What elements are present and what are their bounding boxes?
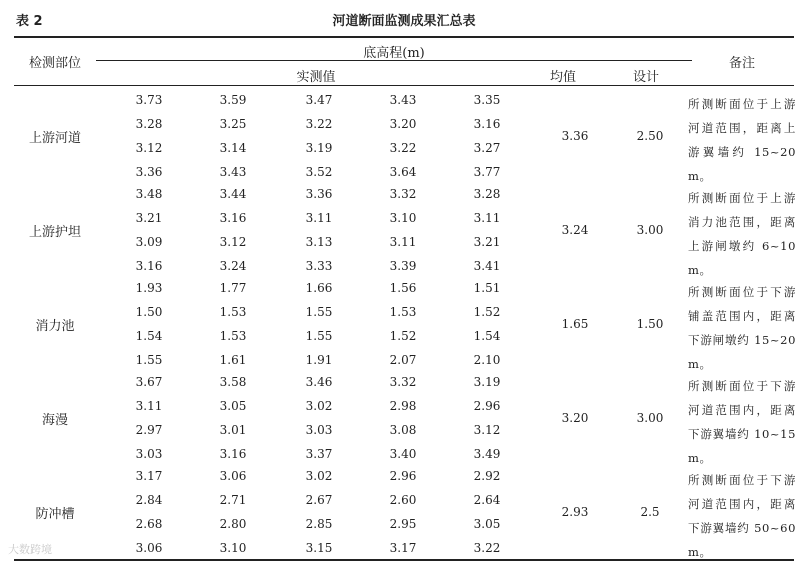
measured-value-cell: 3.37 xyxy=(305,447,333,461)
measured-value-cell: 3.02 xyxy=(305,469,333,483)
measured-value-cell: 3.08 xyxy=(389,423,417,437)
measured-value-cell: 3.19 xyxy=(305,141,333,155)
measured-value-cell: 2.95 xyxy=(389,517,417,531)
table-row xyxy=(110,464,550,488)
site-cell: 防冲槽 xyxy=(35,506,75,522)
header-mean: 均值 xyxy=(549,70,576,85)
measured-value-cell: 2.97 xyxy=(135,423,163,437)
measured-value-cell: 3.28 xyxy=(135,117,163,131)
measured-value-cell: 3.43 xyxy=(389,93,417,107)
measured-value-cell: 2.60 xyxy=(389,493,417,507)
table-row xyxy=(110,112,550,136)
design-cell: 1.50 xyxy=(636,317,664,331)
measured-value-cell: 2.92 xyxy=(473,469,501,483)
header-design: 设计 xyxy=(632,70,659,85)
watermark: 大数跨境 xyxy=(8,543,52,556)
measured-value-cell: 3.14 xyxy=(219,141,247,155)
measured-value-cell: 1.55 xyxy=(305,305,333,319)
measured-value-cell: 2.84 xyxy=(135,493,163,507)
measured-value-cell: 3.05 xyxy=(473,517,501,531)
measured-value-cell: 3.46 xyxy=(305,375,333,389)
note-cell: 所测断面位于上游河道范围，距离上游翼墙约 15~20m。 xyxy=(688,97,796,183)
mean-cell: 2.93 xyxy=(561,505,589,519)
measured-value-cell: 3.01 xyxy=(219,423,247,437)
table-row-group xyxy=(14,370,794,466)
table-row xyxy=(110,370,550,394)
measured-value-cell: 1.91 xyxy=(305,353,333,367)
measured-value-cell: 3.13 xyxy=(305,235,333,249)
top-rule xyxy=(14,36,794,38)
note-cell: 所测断面位于下游河道范围内，距离下游翼墙约 10~15m。 xyxy=(688,379,796,465)
measured-value-cell: 2.98 xyxy=(389,399,417,413)
measured-value-cell: 1.53 xyxy=(219,329,247,343)
measured-value-cell: 3.11 xyxy=(135,399,163,413)
measured-value-cell: 3.16 xyxy=(473,117,501,131)
design-cell: 2.50 xyxy=(636,129,664,143)
measured-value-cell: 3.22 xyxy=(305,117,333,131)
site-cell: 上游护坦 xyxy=(28,224,81,240)
measured-value-cell: 3.17 xyxy=(389,541,417,555)
table-row xyxy=(110,488,550,512)
site-cell: 上游河道 xyxy=(28,130,81,146)
measured-value-cell: 1.56 xyxy=(389,281,417,295)
measured-value-cell: 1.55 xyxy=(135,353,163,367)
measured-value-cell: 3.67 xyxy=(135,375,163,389)
measured-value-cell: 3.12 xyxy=(219,235,247,249)
measured-value-cell: 3.73 xyxy=(135,93,163,107)
table-row xyxy=(110,300,550,324)
header-rule xyxy=(14,85,794,86)
note-cell: 所测断面位于上游消力池范围，距离上游闸墩约 6~10m。 xyxy=(688,191,796,277)
measured-value-cell: 3.49 xyxy=(473,447,501,461)
table-row xyxy=(110,136,550,160)
measured-value-cell: 3.59 xyxy=(219,93,247,107)
measured-value-cell: 1.52 xyxy=(473,305,501,319)
table-row xyxy=(110,348,550,372)
measured-value-cell: 3.16 xyxy=(219,447,247,461)
measured-value-cell: 1.55 xyxy=(305,329,333,343)
measured-value-cell: 3.03 xyxy=(135,447,163,461)
table-row xyxy=(110,206,550,230)
table-row xyxy=(110,160,550,184)
measured-value-cell: 1.77 xyxy=(219,281,247,295)
measured-value-cell: 3.12 xyxy=(473,423,501,437)
measured-value-cell: 3.11 xyxy=(473,211,501,225)
design-cell: 2.5 xyxy=(640,505,660,519)
measured-value-cell: 3.16 xyxy=(135,259,163,273)
table-row xyxy=(110,442,550,466)
measured-value-cell: 2.10 xyxy=(473,353,501,367)
measured-value-cell: 3.47 xyxy=(305,93,333,107)
measured-value-cell: 1.52 xyxy=(389,329,417,343)
measured-value-cell: 3.05 xyxy=(219,399,247,413)
measured-value-cell: 1.53 xyxy=(389,305,417,319)
measured-value-cell: 3.43 xyxy=(219,165,247,179)
table-row-group xyxy=(14,88,794,184)
measured-value-cell: 3.33 xyxy=(305,259,333,273)
measured-value-cell: 1.93 xyxy=(135,281,163,295)
header-note: 备注 xyxy=(728,56,755,71)
measured-value-cell: 1.54 xyxy=(473,329,501,343)
table-row-group xyxy=(14,182,794,278)
measured-value-cell: 3.39 xyxy=(389,259,417,273)
measured-value-cell: 3.36 xyxy=(305,187,333,201)
measured-value-cell: 3.11 xyxy=(389,235,417,249)
table-row-group xyxy=(14,464,794,560)
measured-value-cell: 3.11 xyxy=(305,211,333,225)
measured-value-cell: 2.07 xyxy=(389,353,417,367)
mean-cell: 3.24 xyxy=(561,223,589,237)
measured-value-cell: 2.67 xyxy=(305,493,333,507)
measured-value-cell: 3.06 xyxy=(135,541,163,555)
measured-value-cell: 2.96 xyxy=(389,469,417,483)
header-site: 检测部位 xyxy=(28,56,81,71)
measured-value-cell: 2.68 xyxy=(135,517,163,531)
header-measured: 实测值 xyxy=(296,70,336,85)
measured-value-cell: 3.25 xyxy=(219,117,247,131)
table-row xyxy=(110,276,550,300)
design-cell: 3.00 xyxy=(636,223,664,237)
measured-value-cell: 3.35 xyxy=(473,93,501,107)
measured-value-cell: 3.77 xyxy=(473,165,501,179)
measured-value-cell: 3.40 xyxy=(389,447,417,461)
table-row xyxy=(110,324,550,348)
measured-value-cell: 3.41 xyxy=(473,259,501,273)
mean-cell: 3.20 xyxy=(561,411,589,425)
measured-value-cell: 3.58 xyxy=(219,375,247,389)
measured-value-cell: 3.27 xyxy=(473,141,501,155)
measured-value-cell: 1.54 xyxy=(135,329,163,343)
site-cell: 消力池 xyxy=(35,318,75,334)
measured-value-cell: 3.16 xyxy=(219,211,247,225)
measured-value-cell: 3.15 xyxy=(305,541,333,555)
table-row xyxy=(110,88,550,112)
design-cell: 3.00 xyxy=(636,411,664,425)
table-row xyxy=(110,418,550,442)
measured-value-cell: 3.02 xyxy=(305,399,333,413)
measured-value-cell: 2.71 xyxy=(219,493,247,507)
measured-value-cell: 3.21 xyxy=(473,235,501,249)
measured-value-cell: 3.24 xyxy=(219,259,247,273)
table-row xyxy=(110,230,550,254)
measured-value-cell: 3.03 xyxy=(305,423,333,437)
measured-value-cell: 3.12 xyxy=(135,141,163,155)
table-row xyxy=(110,182,550,206)
measured-value-cell: 3.19 xyxy=(473,375,501,389)
table-row xyxy=(110,254,550,278)
measured-value-cell: 3.10 xyxy=(219,541,247,555)
measured-value-cell: 1.51 xyxy=(473,281,501,295)
table-row-group xyxy=(14,276,794,372)
measured-value-cell: 2.80 xyxy=(219,517,247,531)
table-row xyxy=(110,512,550,536)
measured-value-cell: 1.66 xyxy=(305,281,333,295)
measured-value-cell: 3.36 xyxy=(135,165,163,179)
note-cell: 所测断面位于下游铺盖范围内，距离下游闸墩约 15~20m。 xyxy=(688,285,796,371)
measured-value-cell: 2.64 xyxy=(473,493,501,507)
measured-value-cell: 3.28 xyxy=(473,187,501,201)
measured-value-cell: 3.52 xyxy=(305,165,333,179)
measured-value-cell: 3.44 xyxy=(219,187,247,201)
measured-value-cell: 1.61 xyxy=(219,353,247,367)
measured-value-cell: 3.22 xyxy=(389,141,417,155)
measured-value-cell: 3.64 xyxy=(389,165,417,179)
measured-value-cell: 3.32 xyxy=(389,375,417,389)
table-label: 表 2 xyxy=(16,14,43,29)
measured-value-cell: 2.96 xyxy=(473,399,501,413)
measured-value-cell: 1.50 xyxy=(135,305,163,319)
measured-value-cell: 2.85 xyxy=(305,517,333,531)
measured-value-cell: 3.32 xyxy=(389,187,417,201)
mean-cell: 1.65 xyxy=(561,317,589,331)
measured-value-cell: 3.09 xyxy=(135,235,163,249)
measured-value-cell: 3.48 xyxy=(135,187,163,201)
table-row xyxy=(110,394,550,418)
measured-value-cell: 3.17 xyxy=(135,469,163,483)
mean-cell: 3.36 xyxy=(561,129,589,143)
table-title: 河道断面监测成果汇总表 xyxy=(332,14,476,29)
measured-value-cell: 3.21 xyxy=(135,211,163,225)
measured-value-cell: 3.06 xyxy=(219,469,247,483)
site-cell: 海漫 xyxy=(41,412,68,428)
measured-value-cell: 3.10 xyxy=(389,211,417,225)
measured-value-cell: 3.22 xyxy=(473,541,501,555)
measured-value-cell: 3.20 xyxy=(389,117,417,131)
table-row xyxy=(110,536,550,560)
note-cell: 所测断面位于下游河道范围内，距离下游翼墙约 50~60m。 xyxy=(688,473,796,559)
header-elevation: 底高程(m) xyxy=(363,46,425,61)
measured-value-cell: 1.53 xyxy=(219,305,247,319)
